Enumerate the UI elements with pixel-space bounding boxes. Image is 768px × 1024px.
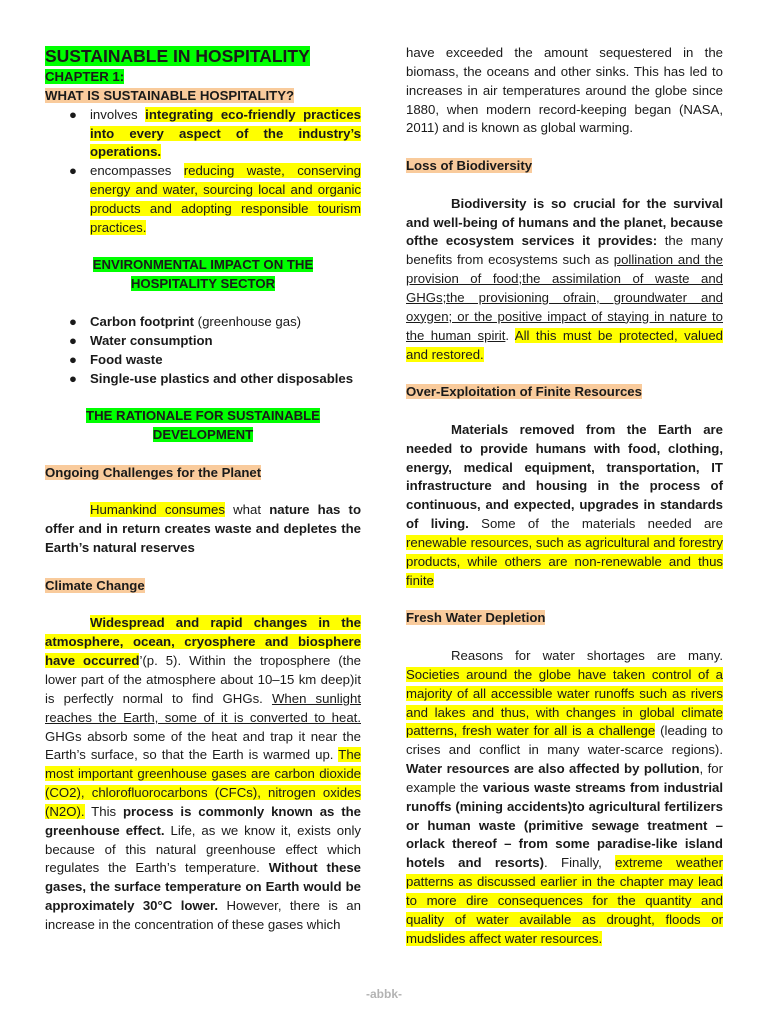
biodiversity-heading: Loss of Biodiversity [406,158,533,174]
climate-heading: Climate Change [45,577,145,593]
bullet-icon: ● [69,370,77,386]
over-exploitation-paragraph: Materials removed from the Earth are needed to provide humans with food, clothing, energy, medical equipment, transportation, IT infrastructure and housing in the process of continuous, and expected, upgrades in standards of living. Some of the materials needed are renewable resources, such as agricultural and forestry products, while others are non-renewable and thus finite [406,421,724,588]
left-column [45,44,361,935]
list-item: ● Carbon footprint (greenhouse gas) [45,313,361,332]
humankind-paragraph: Humankind consumes what nature has to offer and in return creates waste and depletes the Earth’s natural reserves [45,502,361,556]
climate-paragraph: Widespread and rapid changes in the atmosphere, ocean, cryosphere and biosphere have occurred’(p. 5). Within the troposphere (the lower part of the atmosphere about 10–15 km deep)it is perfectly normal to find GHGs. When sunlight reaches the Earth, some of it is converted to heat. GHGs absorb some of the heat and trap it near the Earth’s surface, so that the Earth is warmed up. The most important greenhouse gases are carbon dioxide (CO2), chlorofluorocarbons (CFCs), nitrogen oxides (N2O). This process is commonly known as the greenhouse effect. Life, as we know it, exists only because of this natural greenhouse effect which regulates the Earth’s temperature. Without these gases, the surface temperature on Earth would be approximately 30°C lower. However, there is an increase in the concentration of these gases which [45,615,362,932]
chapter-label: CHAPTER 1: [45,69,125,84]
impact-list [45,313,361,388]
env-impact-heading: ENVIRONMENTAL IMPACT ON THE HOSPITALITY SECTOR [92,257,314,292]
list-item: ● Water consumption [45,332,361,351]
bullet-icon: ● [69,351,77,367]
challenges-heading: Ongoing Challenges for the Planet [45,464,262,480]
list-item: ● Single-use plastics and other disposables [45,370,361,389]
definition-list [45,106,361,238]
biodiversity-paragraph: Biodiversity is so crucial for the survival and well-being of humans and the planet, because ofthe ecosystem services it provides: the many benefits from ecosystems such as pollination and the provision of food;the assimilation of waste and GHGs;the provisioning ofrain, groundwater and oxygen; or the positive impact of staying in nature to the human spirit. All this must be protected, valued and restored. [406,195,723,362]
global-warming-paragraph: have exceeded the amount sequestered in the biomass, the oceans and other sinks. This has led to increases in air temperatures around the globe since 1880, when modern record-keeping began (NASA, 2011) and is known as global warming. [406,45,723,136]
water-heading: Fresh Water Depletion [406,610,546,626]
bullet-icon: ● [69,332,77,348]
water-paragraph: Reasons for water shortages are many. Societies around the globe have taken control of a majority of all accessible water runoffs such as rivers and lakes and thus, with changes in global climate patterns, fresh water for all is a challenge (leading to crises and conflict in many water-scarce regions). Water resources are also affected by pollution, for example the various waste streams from industrial runoffs (mining accidents)to agricultural fertilizers or human waste (primitive sewage treatment – orlack thereof – from some paradise-like island hotels and resorts). Finally, extreme weather patterns as discussed earlier in the chapter may lead to more dire consequences for the quantity and quality of water available as drought, floods or mudslides affect water resources. [406,648,723,946]
list-item: ● involves integrating eco-friendly practices into every aspect of the industry’s operations. [69,106,362,160]
over-exploitation-heading: Over-Exploitation of Finite Resources [406,384,642,400]
section-question: WHAT IS SUSTAINABLE HOSPITALITY? [45,87,295,103]
right-column [406,44,723,949]
rationale-heading: THE RATIONALE FOR SUSTAINABLE DEVELOPMENT [86,408,320,443]
page-footer: -abbk- [366,987,402,1001]
document-title: SUSTAINABLE IN HOSPITALITY [45,46,310,66]
bullet-icon: ● [69,106,77,122]
list-item: ● encompasses reducing waste, conserving energy and water, sourcing local and organic products and adopting responsible tourism practices. [69,163,361,235]
list-item: ● Food waste [45,351,361,370]
bullet-icon: ● [69,313,77,329]
bullet-icon: ● [69,163,77,179]
